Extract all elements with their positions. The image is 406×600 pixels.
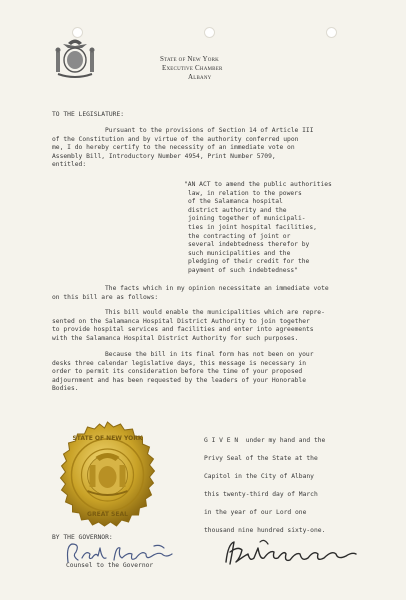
bill-title-line: law, in relation to the powers bbox=[188, 189, 302, 197]
para4-line: Bodies. bbox=[52, 385, 79, 393]
by-the-governor: BY THE GOVERNOR: bbox=[52, 534, 113, 541]
para1-line: of the Constitution and by virtue of the authority conferred upon bbox=[52, 135, 299, 143]
letterhead-chamber: Executive Chamber bbox=[162, 64, 223, 72]
bill-title-line: joining together of municipali- bbox=[188, 215, 306, 223]
bill-title-line: of the Salamanca hospital bbox=[188, 198, 283, 206]
para2-line: The facts which in my opinion necessitate an immediate vote bbox=[105, 285, 329, 292]
bill-title-line: several indebtedness therefor by bbox=[188, 241, 310, 249]
salutation: TO THE LEGISLATURE: bbox=[52, 111, 125, 118]
letterhead bbox=[160, 55, 300, 82]
para1-line: Pursuant to the provisions of Section 14 of Article III bbox=[105, 127, 314, 134]
bill-title-line: such municipalities and the bbox=[188, 249, 291, 257]
para3-line: to provide hospital services and facilities and enter into agreements bbox=[52, 326, 314, 334]
counsel-title: Counsel to the Governor bbox=[66, 562, 154, 569]
given-line: thousand nine hundred sixty-one. bbox=[204, 527, 326, 534]
para3-line: sented on the Salamanca Hospital District Authority to join together bbox=[52, 317, 310, 325]
para1-line: me, I do hereby certify to the necessity of an immediate vote on bbox=[52, 144, 295, 152]
state-crest-icon bbox=[52, 36, 98, 82]
para3-line: with the Salamanca Hospital District Authority for such purposes. bbox=[52, 334, 299, 342]
bill-title-line: district authority and the bbox=[188, 206, 287, 214]
bill-title-line: pledging of their credit for the bbox=[188, 258, 310, 266]
para4-line: order to permit its consideration before the time of your proposed bbox=[52, 368, 303, 376]
letterhead-state: State of New York bbox=[160, 55, 219, 63]
bill-title-line: ties in joint hospital facilities, bbox=[188, 224, 317, 231]
given-line: in the year of our Lord one bbox=[204, 509, 307, 516]
punch-hole bbox=[204, 27, 215, 38]
bill-title-line: the contracting of joint or bbox=[188, 232, 291, 240]
para1-line: Assembly Bill, Introductory Number 4954, Print Number 5709, bbox=[52, 152, 276, 160]
para3-line: This bill would enable the municipalities which are repre- bbox=[105, 309, 325, 316]
seal-text-top: STATE OF NEW YORK bbox=[72, 435, 143, 442]
para4-line: Because the bill in its final form has not been on your bbox=[105, 351, 314, 358]
para2-line: on this bill are as follows: bbox=[52, 293, 159, 301]
para4-line: desks three calendar legislative days, this message is necessary in bbox=[52, 359, 307, 367]
gold-seal-icon bbox=[40, 421, 175, 529]
bill-title-line: "AN ACT to amend the public authorities bbox=[184, 181, 332, 188]
seal-text-bottom: GREAT SEAL bbox=[87, 511, 128, 518]
punch-hole bbox=[326, 27, 337, 38]
letterhead-city: Albany bbox=[188, 73, 212, 81]
bill-title-line: payment of such indebtedness" bbox=[188, 267, 298, 274]
given-line: Capitol in the City of Albany bbox=[204, 473, 314, 480]
para4-line: adjournment and has been requested by the leaders of your Honorable bbox=[52, 376, 307, 384]
governor-signature-icon bbox=[220, 536, 360, 570]
given-line: Privy Seal of the State at the bbox=[204, 455, 318, 462]
para1-line: entitled: bbox=[52, 161, 87, 169]
given-line: this twenty-third day of March bbox=[204, 491, 318, 498]
given-line: G I V E N under my hand and the bbox=[204, 437, 326, 444]
